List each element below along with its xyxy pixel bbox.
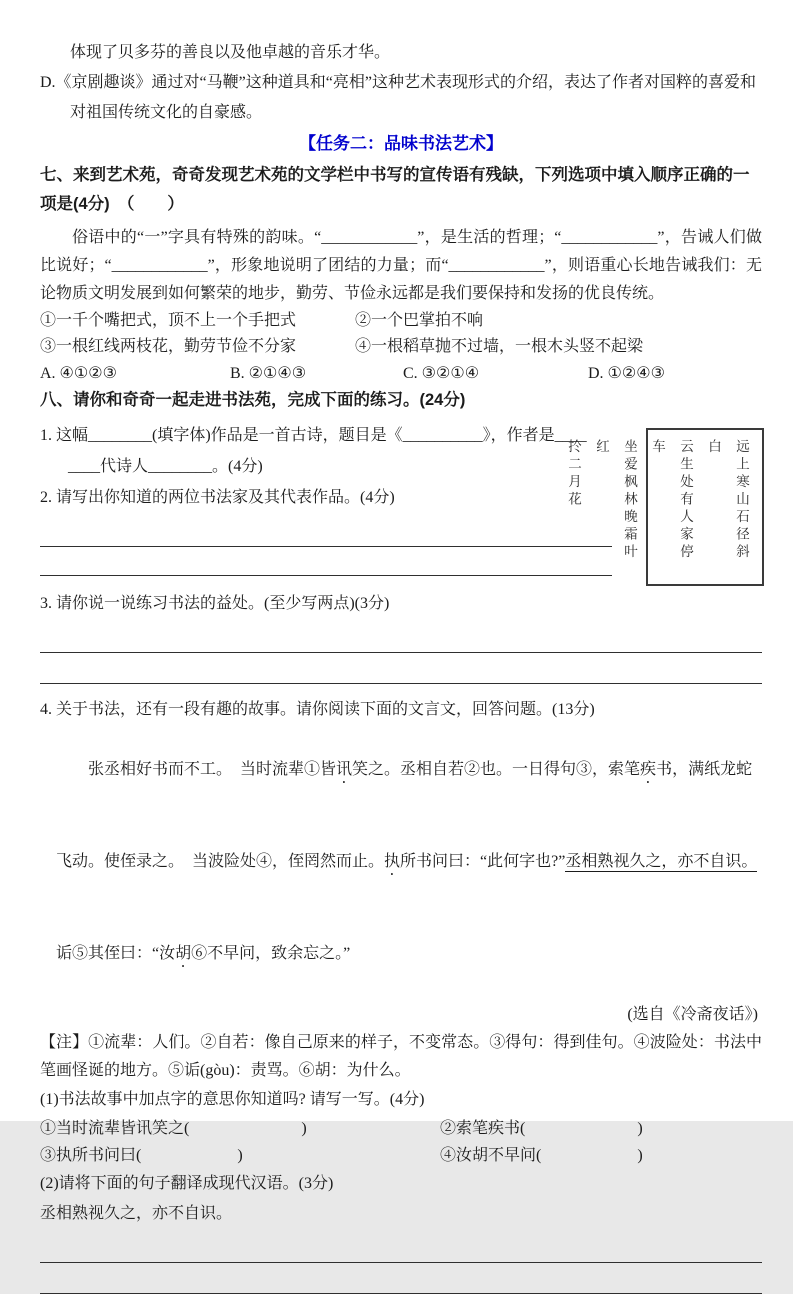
task2-banner: 【任务二：品味书法艺术】 [299,134,503,153]
calligraphy-column-3: 坐爱枫林晚霜叶红 [594,439,637,562]
calligraphy-column-4: 扵二月花 [566,439,581,509]
item-4: ④一根稻草抛不过墙，一根木头竖不起梁 [355,338,644,355]
option-c-tail-text: 体现了贝多芬的善良以及他卓越的音乐才华。 [70,44,391,61]
passage-line-3 [40,909,762,1001]
passage-text: 张丞相好书而不工。 当时流辈①皆 [88,761,337,778]
calligraphy-artwork [566,428,764,586]
passage-line-2 [40,817,762,909]
answer-line [40,653,762,684]
underlined-sentence: 丞相熟视久之，亦不自识。 [565,853,758,870]
calligraphy-column-2: 云生处有人家停车 [650,439,693,562]
emphasized-char: 执 [384,853,401,870]
word-blank-2: ②索笔疾书( ) [440,1120,643,1137]
word-meaning-row-2 [40,1142,762,1169]
word-blank-4: ④汝胡不早问( ) [440,1147,643,1164]
passage-line-1 [40,725,762,817]
emphasized-char: 讯 [336,761,353,778]
question8-section [40,420,762,619]
q8-4-sub2: (2)请将下面的句子翻译成现代汉语。(3分) [40,1175,334,1192]
emphasized-char: 胡 [175,945,192,962]
answer-line [40,513,612,547]
passage-text: 所书问曰：“此何字也?” [400,853,566,870]
q8-3-text: 3. 请你说一说练习书法的益处。(至少写两点)(3分) [40,595,390,612]
passage-text: 书，满纸龙蛇 [656,761,753,778]
q8-4-intro: 4. 关于书法，还有一段有趣的故事。请你阅读下面的文言文，回答问题。(13分) [40,701,595,718]
answer-line [40,1263,762,1294]
item-1: ①一千个嘴把式，顶不上一个手把式 [40,312,297,329]
q8-1-line2: ____代诗人________。(4分) [68,458,263,475]
item-3: ③一根红线两枝花，勤劳节俭不分家 [40,338,297,355]
choice-a: A. ④①②③ [40,365,117,382]
answer-line [40,547,612,576]
calligraphy-column-1: 远上寒山石径斜白 [706,439,749,562]
question7-heading: 七、来到艺术苑，奇奇发现艺术苑的文学栏中书写的宣传语有残缺，下列选项中填入顺序正确的一项是(4分) （ ） [40,166,750,213]
passage-text: 笑之。丞相自若②也。一日得句③，索笔 [352,761,641,778]
question7-items-row1 [40,308,762,334]
word-blank-3: ③执所书问曰( ) [40,1147,243,1164]
translation-sentence: 丞相熟视久之，亦不自识。 [40,1205,233,1222]
passage-annotations: 【注】①流辈：人们。②自若：像自己原来的样子，不变常态。③得句：得到佳句。④波险处：书法中笔画怪诞的地方。⑤诟(gòu)：责骂。⑥胡：为什么。 [40,1034,762,1079]
passage-source: (选自《冷斋夜话》) [627,1006,758,1023]
answer-line [40,619,762,653]
q8-4-sub1: (1)书法故事中加点字的意思你知道吗? 请写一写。(4分) [40,1091,425,1108]
item-2: ②一个巴掌拍不响 [355,312,484,329]
choice-d: D. ①②④③ [588,365,665,382]
choice-c: C. ③②①④ [403,365,480,382]
q8-1-line1: 1. 这幅________(填字体)作品是一首古诗，题目是《__________》，作者是____ [40,427,587,444]
passage-text: 诟⑤其侄曰：“汝 [56,945,176,962]
q8-2-text: 2. 请写出你知道的两位书法家及其代表作品。(4分) [40,489,395,506]
word-meaning-row-1 [40,1115,762,1142]
emphasized-char: 疾 [640,761,657,778]
word-blank-1: ①当时流辈皆讯笑之( ) [40,1120,307,1137]
question7-stem-paragraph: 俗语中的“一”字具有特殊的韵味。“____________”，是生活的哲理；“____________”，告诫人们做比说好；“____________”，形象地说明了团结的力量；而“____________”，则语重心长地告诫我们：无论物质文明发展到如何繁荣的地步，勤劳、节俭永远都是我们要保持和发扬的优良传统。 [40,229,762,302]
question7-items-row2 [40,334,762,360]
passage-text: 飞动。使侄录之。 当波险处④，侄罔然而止。 [56,853,385,870]
choice-b: B. ②①④③ [230,365,307,382]
option-d-text: D.《京剧趣谈》通过对“马鞭”这种道具和“亮相”这种艺术表现形式的介绍，表达了作者对国粹的喜爱和对祖国传统文化的自豪感。 [40,74,756,121]
answer-line [40,1229,762,1263]
question7-choices [40,360,762,387]
passage-text: ⑥不早问，致余忘之。” [191,945,351,962]
question8-heading: 八、请你和奇奇一起走进书法苑，完成下面的练习。(24分) [40,391,466,409]
